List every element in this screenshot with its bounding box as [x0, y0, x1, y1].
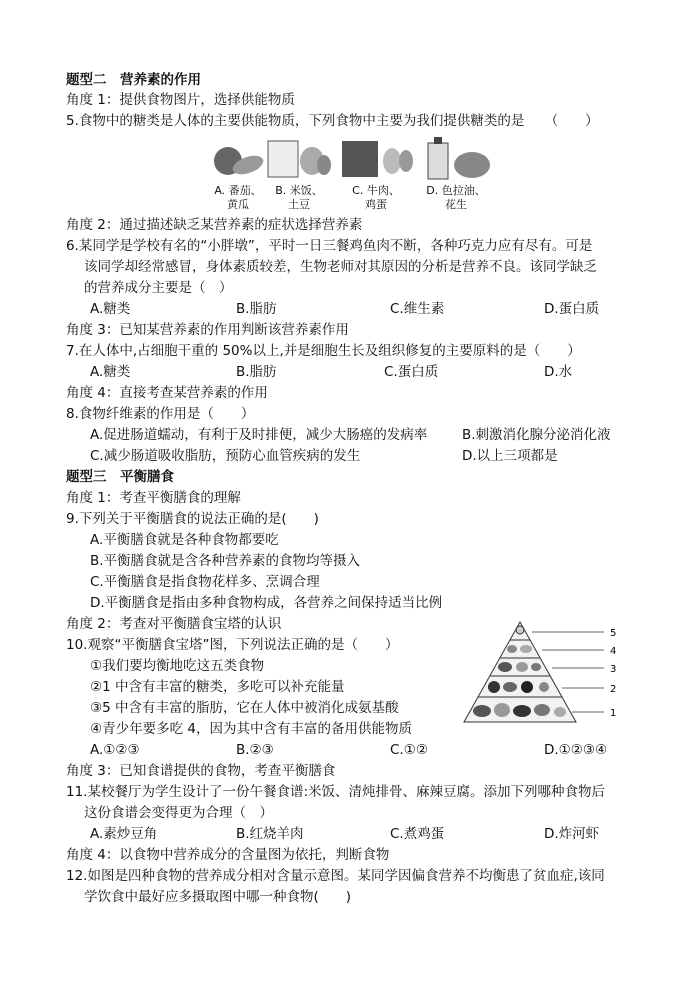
option-c: C.煮鸡蛋 — [390, 826, 445, 842]
option-d: D.水 — [544, 364, 573, 380]
angle-label: 角度 4：直接考查某营养素的作用 — [66, 385, 268, 401]
option-b: B.②③ — [236, 742, 274, 758]
option-c: C.①② — [390, 742, 428, 758]
option-c: C.减少肠道吸收脂肪，预防心血管疾病的发生 — [90, 448, 361, 464]
option-a: A.促进肠道蠕动，有利于及时排便，减少大肠癌的发病率 — [90, 427, 428, 443]
option-b: B.脂肪 — [236, 364, 277, 380]
question-9: 9.下列关于平衡膳食的说法正确的是( ) — [66, 511, 319, 527]
option-a: A.糖类 — [90, 364, 131, 380]
section-heading: 题型二 营养素的作用 — [66, 72, 201, 88]
angle-label: 角度 1：提供食物图片，选择供能物质 — [66, 92, 295, 108]
angle-label: 角度 2：考查对平衡膳食宝塔的认识 — [66, 616, 282, 632]
pyramid-level-2: 2 — [610, 684, 617, 695]
option-b: B.平衡膳食就是含各种营养素的食物均等摄入 — [90, 553, 361, 569]
question-7: 7.在人体中,占细胞干重的 50%以上,并是细胞生长及组织修复的主要原料的是（ ） — [66, 343, 581, 359]
food-image-beef-egg — [340, 137, 414, 181]
question-6-cont: 的营养成分主要是（ ） — [84, 280, 233, 296]
food-image-oil-peanut — [424, 137, 494, 181]
food-image-rice-potato — [266, 137, 332, 181]
question-6: 6.某同学是学校有名的“小胖墩”，平时一日三餐鸡鱼肉不断，各种巧克力应有尽有。可是 — [66, 238, 593, 254]
question-10: 10.观察“平衡膳食宝塔”图，下列说法正确的是（ ） — [66, 637, 399, 653]
option-a: A.①②③ — [90, 742, 140, 758]
question-12: 12.如图是四种食物的营养成分相对含量示意图。某同学因偏食营养不均衡患了贫血症,该同 — [66, 868, 605, 884]
question-8: 8.食物纤维素的作用是（ ） — [66, 406, 255, 422]
question-11: 11.某校餐厅为学生设计了一份午餐食谱:米饭、清炖排骨、麻辣豆腐。添加下列哪种食物后 — [66, 784, 606, 800]
option-d: D.蛋白质 — [544, 301, 600, 317]
option-a: A.糖类 — [90, 301, 131, 317]
angle-label: 角度 1：考查平衡膳食的理解 — [66, 490, 241, 506]
option-a: A.素炒豆角 — [90, 826, 158, 842]
food-image-tomato-cucumber — [210, 137, 266, 181]
angle-label: 角度 4：以食物中营养成分的含量图为依托，判断食物 — [66, 847, 390, 863]
section-heading: 题型三 平衡膳食 — [66, 469, 174, 485]
question-12-cont: 学饮食中最好应多摄取图中哪一种食物( ) — [84, 889, 352, 905]
statement-1: ①我们要均衡地吃这五类食物 — [90, 658, 265, 674]
question-6-cont: 该同学却经常感冒，身体素质较差，生物老师对其原因的分析是营养不良。该同学缺乏 — [84, 259, 597, 275]
statement-3: ③5 中含有丰富的脂肪，它在人体中被消化成氨基酸 — [90, 700, 399, 716]
angle-label: 角度 3：已知食谱提供的食物，考查平衡膳食 — [66, 763, 336, 779]
option-c-caption: C. 牛肉、 鸡蛋 — [352, 184, 400, 211]
question-5: 5.食物中的糖类是人体的主要供能物质，下列食物中主要为我们提供糖类的是 （ ） — [66, 113, 599, 129]
option-d: D.平衡膳食是指由多种食物构成，各营养之间保持适当比例 — [90, 595, 443, 611]
option-d: D.以上三项都是 — [462, 448, 558, 464]
pyramid-level-5: 5 — [610, 628, 617, 639]
question-11-cont: 这份食谱会变得更为合理（ ） — [84, 805, 273, 821]
option-d-caption: D. 色拉油、 花生 — [426, 184, 486, 211]
angle-label: 角度 3：已知某营养素的作用判断该营养素作用 — [66, 322, 349, 338]
option-c: C.维生素 — [390, 301, 445, 317]
pyramid-level-1: 1 — [610, 708, 617, 719]
option-a-caption: A. 番茄、 黄瓜 — [214, 184, 262, 211]
pyramid-level-4: 4 — [610, 646, 617, 657]
statement-2: ②1 中含有丰富的糖类，多吃可以补充能量 — [90, 679, 345, 695]
statement-4: ④青少年要多吃 4，因为其中含有丰富的备用供能物质 — [90, 721, 412, 737]
food-pyramid-figure — [460, 620, 620, 730]
option-b: B.刺激消化腺分泌消化液 — [462, 427, 611, 443]
option-d: D.①②③④ — [544, 742, 608, 758]
angle-label: 角度 2：通过描述缺乏某营养素的症状选择营养素 — [66, 217, 363, 233]
option-b: B.红烧羊肉 — [236, 826, 304, 842]
option-b-caption: B. 米饭、 土豆 — [275, 184, 323, 211]
option-c: C.平衡膳食是指食物花样多、烹调合理 — [90, 574, 320, 590]
option-c: C.蛋白质 — [384, 364, 439, 380]
option-d: D.炸河虾 — [544, 826, 600, 842]
option-a: A.平衡膳食就是各种食物都要吃 — [90, 532, 279, 548]
option-b: B.脂肪 — [236, 301, 277, 317]
pyramid-level-3: 3 — [610, 664, 617, 675]
